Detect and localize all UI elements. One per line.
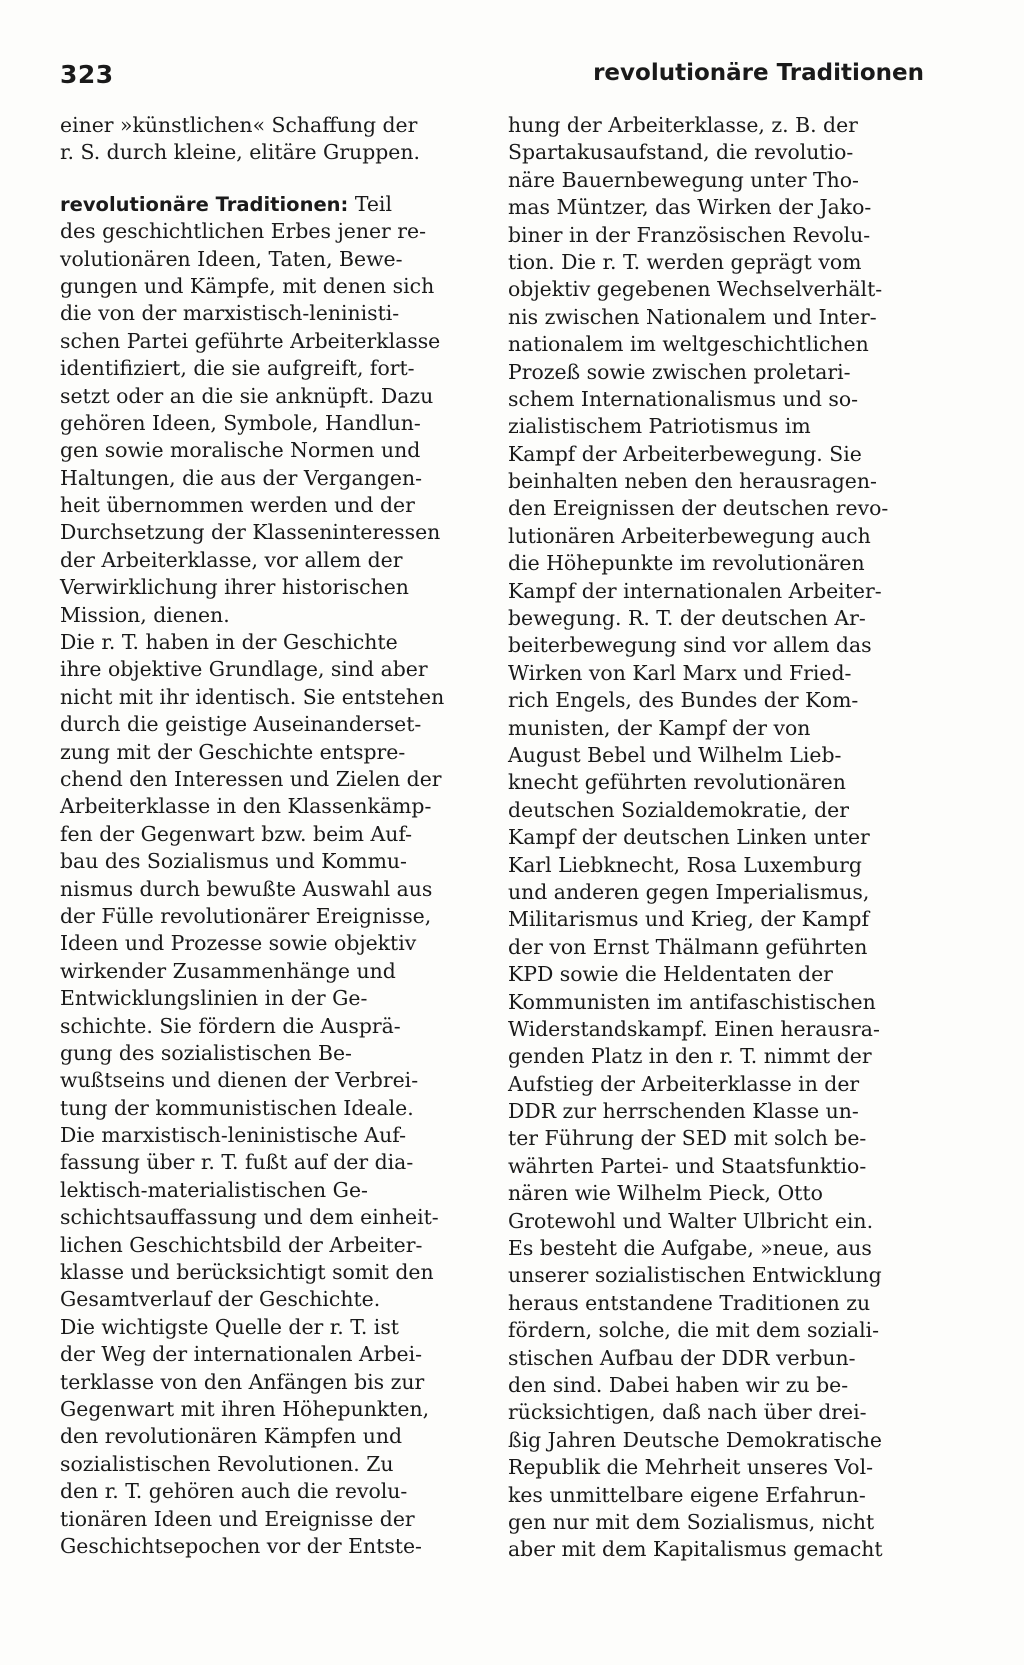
right-column — [508, 112, 920, 1564]
text-line: den r. T. gehören auch die revolu- — [60, 1479, 408, 1504]
left-column — [60, 112, 470, 1560]
text-line: Ideen und Prozesse sowie objektiv — [60, 931, 417, 956]
text-line: den revolutionären Kämpfen und — [60, 1424, 403, 1449]
text-line: beinhalten neben den herausragen- — [508, 469, 877, 494]
text-line: biner in der Französischen Revolu- — [508, 222, 871, 247]
left-column-body — [60, 218, 470, 1560]
text-line: bewegung. R. T. der deutschen Ar- — [508, 606, 866, 631]
right-column-body — [508, 112, 920, 1564]
text-line: Die marxistisch-leninistische Auf- — [60, 1123, 406, 1148]
text-line: tionären Ideen und Ereignisse der — [60, 1506, 415, 1531]
text-line: rücksichtigen, daß nach über drei- — [508, 1400, 867, 1425]
text-line: einer »künstlichen« Schaffung der — [60, 113, 418, 137]
text-line: schichte. Sie fördern die Ausprä- — [60, 1013, 401, 1038]
text-line: der Weg der internationalen Arbei- — [60, 1342, 423, 1367]
text-line: zialistischem Patriotismus im — [508, 414, 811, 439]
text-line: Kommunisten im antifaschistischen — [508, 989, 876, 1014]
text-line: identifiziert, die sie aufgreift, fort- — [60, 356, 415, 381]
text-line: lichen Geschichtsbild der Arbeiter- — [60, 1232, 423, 1257]
text-line: fördern, solche, die mit dem soziali- — [508, 1318, 880, 1343]
text-line: genden Platz in den r. T. nimmt der — [508, 1044, 872, 1069]
text-line: Die wichtigste Quelle der r. T. ist — [60, 1314, 399, 1339]
text-line: Kampf der Arbeiterbewegung. Sie — [508, 441, 862, 466]
text-line: Aufstieg der Arbeiterklasse in der — [508, 1071, 860, 1096]
text-line: mas Müntzer, das Wirken der Jako- — [508, 195, 872, 220]
text-line: klasse und berücksichtigt somit den — [60, 1260, 434, 1285]
text-line: den Ereignissen der deutschen revo- — [508, 496, 889, 521]
text-line: Widerstandskampf. Einen herausra- — [508, 1016, 880, 1041]
text-line: sozialistischen Revolutionen. Zu — [60, 1451, 394, 1476]
text-line: Kampf der deutschen Linken unter — [508, 825, 870, 850]
text-line: terklasse von den Anfängen bis zur — [60, 1369, 425, 1394]
text-line: lutionären Arbeiterbewegung auch — [508, 523, 871, 548]
text-line: Mission, dienen. — [60, 602, 230, 627]
text-line: Verwirklichung ihrer historischen — [60, 575, 409, 600]
text-line: und anderen gegen Imperialismus, — [508, 879, 870, 904]
text-line: Gesamtverlauf der Geschichte. — [60, 1287, 381, 1312]
text-line: nären wie Wilhelm Pieck, Otto — [508, 1181, 823, 1206]
text-line: August Bebel und Wilhelm Lieb- — [508, 742, 842, 767]
text-line: die Höhepunkte im revolutionären — [508, 551, 865, 576]
text-line: Geschichtsepochen vor der Entste- — [60, 1533, 422, 1558]
text-line: nationalem im weltgeschichtlichen — [508, 332, 869, 357]
text-line: Gegenwart mit ihren Höhepunkten, — [60, 1396, 430, 1421]
text-line: setzt oder an die sie anknüpft. Dazu — [60, 383, 434, 408]
text-line: volutionären Ideen, Taten, Bewe- — [60, 246, 403, 271]
text-line: fen der Gegenwart bzw. beim Auf- — [60, 821, 413, 846]
text-line: näre Bauernbewegung unter Tho- — [508, 167, 859, 192]
text-line: nis zwischen Nationalem und Inter- — [508, 304, 877, 329]
text-line: Die r. T. haben in der Geschichte — [60, 630, 398, 655]
page-number: 323 — [60, 60, 114, 89]
text-line: Karl Liebknecht, Rosa Luxemburg — [508, 852, 862, 877]
text-line: Grotewohl und Walter Ulbricht ein. — [508, 1208, 874, 1233]
text-line: rich Engels, des Bundes der Kom- — [508, 688, 859, 713]
text-line: unserer sozialistischen Entwicklung — [508, 1263, 882, 1288]
text-line: schen Partei geführte Arbeiterklasse — [60, 328, 441, 353]
text-line: nicht mit ihr identisch. Sie entstehen — [60, 684, 445, 709]
text-line: Spartakusaufstand, die revolutio- — [508, 140, 854, 165]
text-line: KPD sowie die Heldentaten der — [508, 962, 833, 987]
text-line: bau des Sozialismus und Kommu- — [60, 849, 407, 874]
text-line: Durchsetzung der Klasseninteressen — [60, 520, 441, 545]
text-line: schem Internationalismus und so- — [508, 386, 859, 411]
text-line: den sind. Dabei haben wir zu be- — [508, 1372, 849, 1397]
text-line: DDR zur herrschenden Klasse un- — [508, 1099, 859, 1124]
text-line: ßig Jahren Deutsche Demokratische — [508, 1427, 882, 1452]
text-line: heit übernommen werden und der — [60, 493, 415, 518]
text-line: ter Führung der SED mit solch be- — [508, 1126, 867, 1151]
text-line: wirkender Zusammenhänge und — [60, 958, 396, 983]
text-line: knecht geführten revolutionären — [508, 770, 846, 795]
text-line: ihre objektive Grundlage, sind aber — [60, 657, 428, 682]
text-line: durch die geistige Auseinanderset- — [60, 712, 422, 737]
text-line: nismus durch bewußte Auswahl aus — [60, 876, 433, 901]
text-line: objektiv gegebenen Wechselverhält- — [508, 277, 883, 302]
text-line: deutschen Sozialdemokratie, der — [508, 797, 849, 822]
text-line: Prozeß sowie zwischen proletari- — [508, 359, 851, 384]
text-line: tung der kommunistischen Ideale. — [60, 1095, 414, 1120]
text-line: Republik die Mehrheit unseres Vol- — [508, 1455, 873, 1480]
text-line: aber mit dem Kapitalismus gemacht — [508, 1537, 883, 1562]
text-line: gen nur mit dem Sozialismus, nicht — [508, 1509, 875, 1534]
text-line: Kampf der internationalen Arbeiter- — [508, 578, 882, 603]
text-line: Arbeiterklasse in den Klassenkämp- — [60, 794, 432, 819]
text-line: lektisch-materialistischen Ge- — [60, 1177, 368, 1202]
text-line: fassung über r. T. fußt auf der dia- — [60, 1150, 414, 1175]
text-line: der Arbeiterklasse, vor allem der — [60, 547, 403, 572]
text-line: zung mit der Geschichte entspre- — [60, 739, 406, 764]
text-line: gehören Ideen, Symbole, Handlun- — [60, 410, 421, 435]
text-line: des geschichtlichen Erbes jener re- — [60, 219, 426, 244]
text-line: Wirken von Karl Marx und Fried- — [508, 660, 852, 685]
entry-heading-line — [60, 191, 470, 218]
text-line: gung des sozialistischen Be- — [60, 1040, 352, 1065]
entry-first-line-text: Teil — [348, 191, 392, 216]
text-line: der von Ernst Thälmann geführten — [508, 934, 868, 959]
text-line: heraus entstandene Traditionen zu — [508, 1290, 871, 1315]
text-line: der Fülle revolutionärer Ereignisse, — [60, 903, 432, 928]
text-line: kes unmittelbare eigene Erfahrun- — [508, 1482, 866, 1507]
text-line: Haltungen, die aus der Vergangen- — [60, 465, 422, 490]
text-line: tion. Die r. T. werden geprägt vom — [508, 249, 862, 274]
entry-keyword: revolutionäre Traditionen: — [60, 192, 349, 216]
text-line: hung der Arbeiterklasse, z. B. der — [508, 113, 858, 137]
text-line: schichtsauffassung und dem einheit- — [60, 1205, 439, 1230]
text-line: chend den Interessen und Zielen der — [60, 766, 442, 791]
text-line: r. S. durch kleine, elitäre Gruppen. — [60, 140, 420, 165]
text-line: gungen und Kämpfe, mit denen sich — [60, 273, 435, 298]
running-head: revolutionäre Traditionen — [593, 60, 924, 86]
text-line: Entwicklungslinien in der Ge- — [60, 986, 368, 1011]
text-line: munisten, der Kampf der von — [508, 715, 811, 740]
text-line: beiterbewegung sind vor allem das — [508, 633, 872, 658]
text-line: gen sowie moralische Normen und — [60, 438, 421, 463]
text-line: stischen Aufbau der DDR verbun- — [508, 1345, 856, 1370]
text-line: währten Partei- und Staatsfunktio- — [508, 1153, 867, 1178]
text-line: die von der marxistisch-leninisti- — [60, 301, 400, 326]
text-line: wußtseins und dienen der Verbrei- — [60, 1068, 419, 1093]
text-line: Es besteht die Aufgabe, »neue, aus — [508, 1236, 872, 1261]
text-line: Militarismus und Krieg, der Kampf — [508, 907, 869, 932]
